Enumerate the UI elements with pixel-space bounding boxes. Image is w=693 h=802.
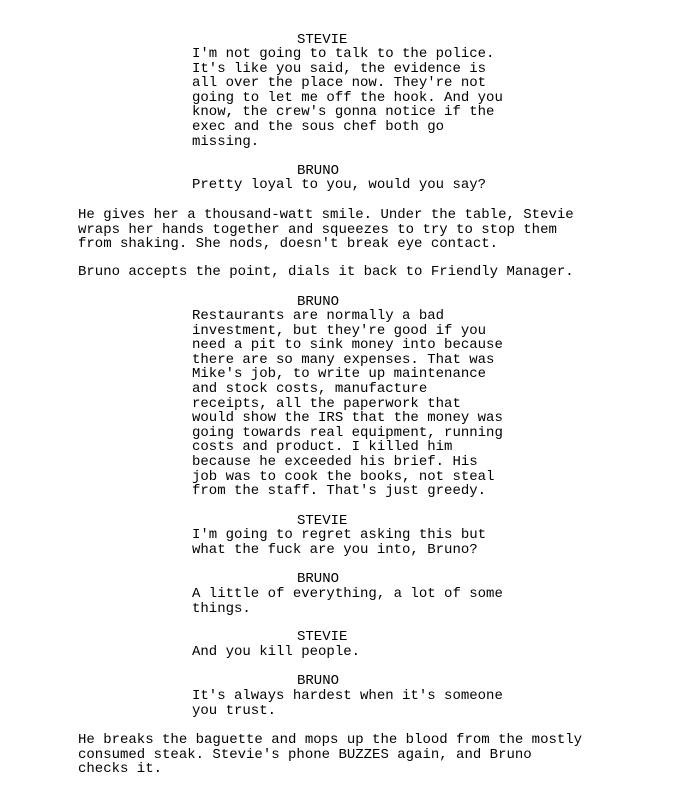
dialogue-line: from the staff. That's just greedy. [192,483,487,500]
dialogue-line: I'm going to regret asking this but [192,527,487,543]
action-line: checks it. [78,761,163,778]
character-cue: STEVIE [297,32,348,48]
dialogue-line: investment, but they're good if you [192,322,487,339]
dialogue-line: Pretty loyal to you, would you say? [192,177,487,193]
dialogue-line: I'm not going to talk to the police. [192,46,495,62]
action-block [78,265,574,280]
dialogue-line: missing. [192,133,260,150]
character-cue: STEVIE [297,629,348,645]
action-line: from shaking. She nods, doesn't break eye contact. [78,236,499,253]
action-line: He breaks the baguette and mops up the blood from the mostly [78,732,583,748]
dialogue-line: costs and product. I killed him [192,439,453,456]
character-cue: BRUNO [297,294,340,310]
action-block [78,208,574,252]
character-cue: BRUNO [297,673,340,689]
dialogue-block [192,178,486,193]
action-line: wraps her hands together and squeezes to try to stop them [78,221,557,238]
dialogue-line: you trust. [192,702,277,719]
action-line: Bruno accepts the point, dials it back to Friendly Manager. [78,264,574,280]
dialogue-line: know, the crew's gonna notice if the [192,104,495,121]
dialogue-line: Restaurants are normally a bad [192,308,445,324]
character-cue: STEVIE [297,513,348,529]
action-line: He gives her a thousand-watt smile. Under the table, Stevie [78,207,574,223]
dialogue-line: would show the IRS that the money was [192,410,503,427]
dialogue-line: and stock costs, manufacture [192,380,428,397]
action-block [78,733,582,777]
dialogue-line: And you kill people. [192,644,361,660]
dialogue-line: what the fuck are you into, Bruno? [192,541,478,558]
character-cue: BRUNO [297,571,340,587]
dialogue-line: need a pit to sink money into because [192,337,503,354]
dialogue-line: there are so many expenses. That was [192,351,495,368]
dialogue-line: Mike's job, to write up maintenance [192,366,487,383]
dialogue-block [192,587,503,616]
dialogue-line: receipts, all the paperwork that [192,395,461,412]
action-line: consumed steak. Stevie's phone BUZZES again, and Bruno [78,746,532,763]
dialogue-block [192,528,486,557]
dialogue-line: because he exceeded his brief. His [192,453,478,470]
dialogue-line: things. [192,600,251,617]
character-cue: BRUNO [297,163,340,179]
dialogue-line: A little of everything, a lot of some [192,586,503,602]
dialogue-line: job was to cook the books, not steal [192,468,495,485]
dialogue-block [192,47,503,149]
dialogue-line: It's always hardest when it's someone [192,688,503,704]
dialogue-block [192,645,360,660]
dialogue-line: going towards real equipment, running [192,424,503,441]
dialogue-line: going to let me off the hook. And you [192,89,503,106]
dialogue-block [192,689,503,718]
dialogue-line: exec and the sous chef both go [192,118,445,135]
dialogue-block [192,309,503,499]
dialogue-line: all over the place now. They're not [192,75,487,92]
dialogue-line: It's like you said, the evidence is [192,60,487,77]
